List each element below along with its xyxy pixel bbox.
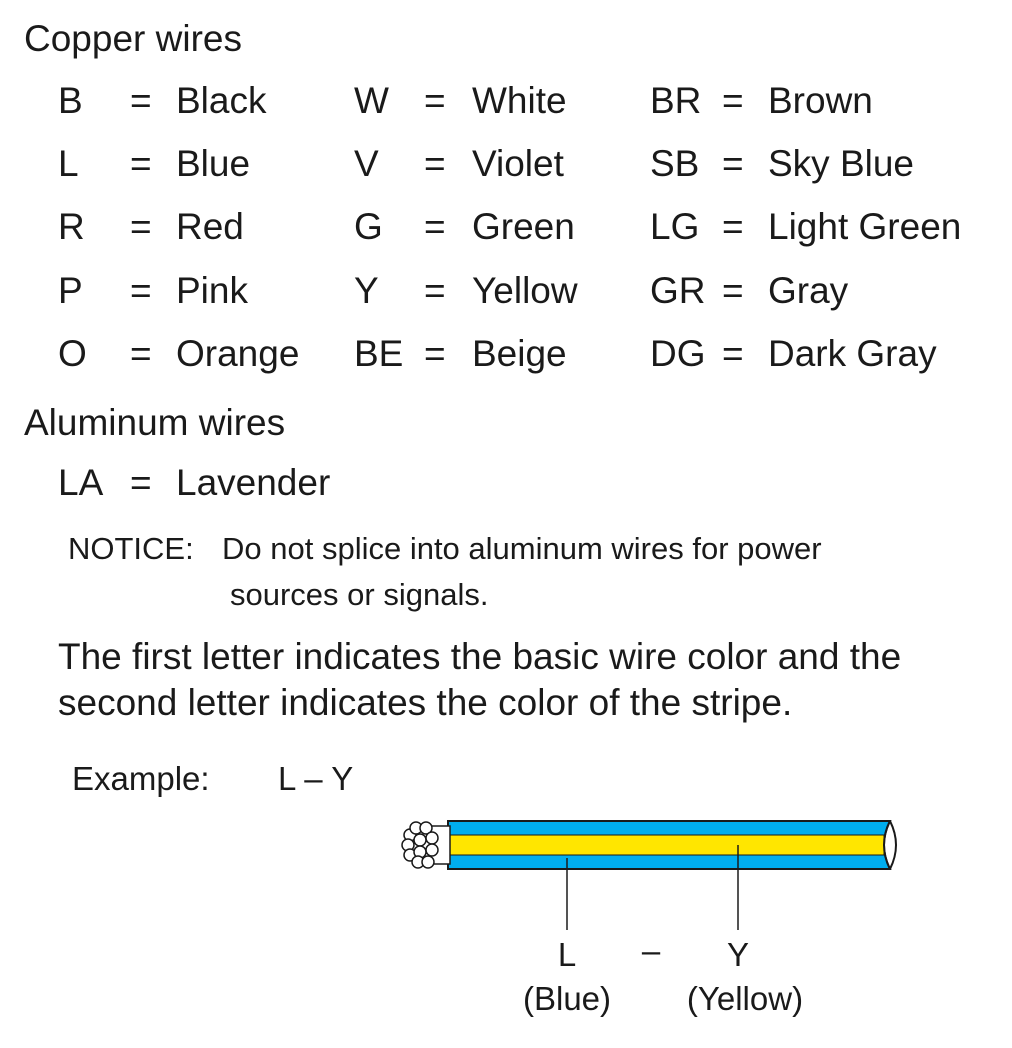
notice-label: NOTICE: (68, 531, 194, 566)
color-name-lavender: Lavender (176, 462, 331, 503)
color-name: Brown (768, 80, 873, 121)
color-code: SB (650, 143, 700, 184)
color-code: O (58, 333, 87, 374)
wire-body (448, 821, 896, 869)
equals-sign: = (130, 206, 152, 247)
color-code: GR (650, 270, 706, 311)
color-code: Y (354, 270, 379, 311)
equals-sign: = (130, 333, 152, 374)
equals-sign: = (722, 143, 744, 184)
stripe-letter-label: Y (726, 936, 749, 973)
explanation-line-2: second letter indicates the color of the stripe. (58, 682, 793, 723)
color-name: Sky Blue (768, 143, 915, 184)
color-name: Pink (176, 270, 248, 311)
color-code: B (58, 80, 83, 121)
stripe-color-name-label: (Yellow) (686, 980, 804, 1017)
equals-sign: = (424, 80, 446, 121)
notice-line-2: sources or signals. (230, 577, 489, 612)
color-name: Black (176, 80, 267, 121)
color-name: Yellow (472, 270, 578, 311)
equals-sign: = (130, 270, 152, 311)
color-code: DG (650, 333, 706, 374)
example-code: L – Y (278, 760, 354, 797)
equals-sign: = (722, 206, 744, 247)
color-name: Blue (176, 143, 251, 184)
aluminum-wires-heading: Aluminum wires (24, 402, 286, 443)
color-code: BE (354, 333, 404, 374)
color-code: V (354, 143, 379, 184)
color-code: W (354, 80, 389, 121)
equals-sign: = (130, 80, 152, 121)
color-name: Green (472, 206, 575, 247)
color-code: P (58, 270, 83, 311)
color-code: G (354, 206, 383, 247)
color-name: Dark Gray (768, 333, 937, 374)
equals-sign: = (130, 462, 152, 503)
explanation-line-1: The first letter indicates the basic wire color and the (58, 636, 902, 677)
notice-line-1: Do not splice into aluminum wires for power (222, 531, 822, 566)
base-color-name-label: (Blue) (522, 980, 612, 1017)
equals-sign: = (130, 143, 152, 184)
equals-sign: = (722, 333, 744, 374)
equals-sign: = (424, 333, 446, 374)
color-code: L (58, 143, 79, 184)
equals-sign: = (424, 143, 446, 184)
letter-separator-dash: – (641, 932, 661, 969)
color-code: BR (650, 80, 702, 121)
color-code: LG (650, 206, 700, 247)
equals-sign: = (722, 270, 744, 311)
color-name: Beige (472, 333, 567, 374)
copper-wires-heading: Copper wires (24, 18, 242, 59)
color-name: White (472, 80, 567, 121)
color-name: Light Green (768, 206, 962, 247)
equals-sign: = (424, 270, 446, 311)
color-name: Violet (472, 143, 564, 184)
color-name: Red (176, 206, 244, 247)
color-name: Orange (176, 333, 300, 374)
color-code: R (58, 206, 85, 247)
example-label: Example: (72, 760, 210, 797)
wire-strands (402, 822, 450, 868)
equals-sign: = (722, 80, 744, 121)
code-la: LA (58, 462, 104, 503)
equals-sign: = (424, 206, 446, 247)
base-letter-label: L (557, 936, 577, 973)
color-name: Gray (768, 270, 849, 311)
